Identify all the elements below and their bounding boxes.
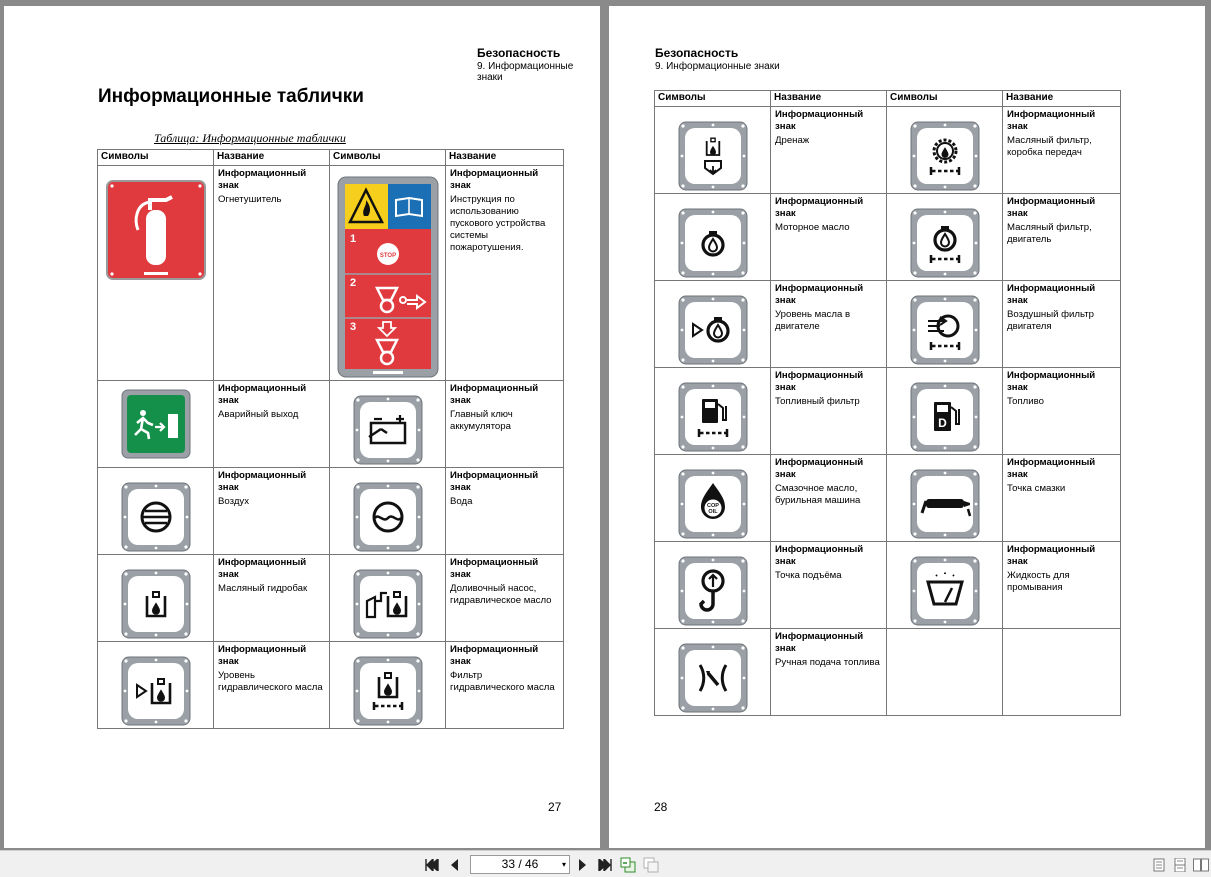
step-number: 2	[349, 277, 356, 289]
sign-kind: Информационный знак	[775, 457, 864, 480]
single-page-view-icon[interactable]	[1152, 858, 1166, 872]
symbol-cell	[98, 555, 214, 642]
name-cell	[446, 555, 564, 642]
sign-kind: Информационный знак	[450, 644, 539, 667]
gearbox-oil-filter-sign	[910, 121, 980, 191]
sign-name: Масляный фильтр, двигатель	[1007, 222, 1092, 245]
name-cell	[1003, 368, 1121, 455]
page-number-select[interactable]	[470, 855, 570, 874]
sign-kind: Информационный знак	[450, 470, 539, 493]
air-sign	[121, 482, 191, 552]
symbol-cell-empty	[887, 629, 1003, 716]
two-page-view-icon[interactable]	[1193, 858, 1209, 872]
name-cell	[771, 629, 887, 716]
water-sign	[353, 482, 423, 552]
name-cell	[1003, 455, 1121, 542]
symbol-cell	[887, 194, 1003, 281]
signs-table-left	[97, 149, 564, 729]
go-back-view-icon[interactable]	[620, 857, 636, 873]
sign-kind: Информационный знак	[1007, 196, 1096, 219]
symbol-cell	[655, 368, 771, 455]
sign-name: Вода	[450, 496, 473, 507]
name-cell	[1003, 281, 1121, 368]
first-page-icon[interactable]	[425, 859, 439, 871]
emergency-exit-sign	[121, 389, 191, 459]
sign-name: Воздушный фильтр двигателя	[1007, 309, 1094, 332]
column-header: Название	[771, 91, 887, 107]
sign-name: Аварийный выход	[218, 409, 299, 420]
sign-name: Жидкость для промывания	[1007, 570, 1070, 593]
sign-kind: Информационный знак	[218, 557, 307, 580]
table-header-row	[98, 150, 564, 166]
sign-name: Главный ключ аккумулятора	[450, 409, 513, 432]
name-cell	[214, 642, 330, 729]
sign-kind: Информационный знак	[1007, 370, 1096, 393]
hydraulic-oil-tank-sign	[121, 569, 191, 639]
sign-name: Масляный гидробак	[218, 583, 308, 594]
prev-page-icon[interactable]	[449, 859, 459, 871]
symbol-cell	[887, 281, 1003, 368]
page-header	[655, 46, 780, 72]
table-row	[655, 281, 1121, 368]
table-header-row	[655, 91, 1121, 107]
column-header: Символы	[98, 150, 214, 166]
hydraulic-oil-filter-sign	[353, 656, 423, 726]
fire-suppression-instruction-sign	[337, 176, 439, 378]
sign-kind: Информационный знак	[1007, 283, 1096, 306]
symbol-cell	[655, 194, 771, 281]
symbol-cell	[655, 629, 771, 716]
column-header: Символы	[655, 91, 771, 107]
symbol-cell	[330, 642, 446, 729]
table-row	[98, 642, 564, 729]
section-title: Безопасность	[655, 46, 739, 60]
sign-kind: Информационный знак	[218, 168, 307, 191]
cop-label: COP	[706, 503, 719, 509]
sign-name: Воздух	[218, 496, 250, 507]
symbol-cell	[98, 642, 214, 729]
symbol-cell	[98, 468, 214, 555]
grease-point-sign	[910, 469, 980, 539]
name-cell	[446, 166, 564, 381]
column-header: Название	[1003, 91, 1121, 107]
sign-name: Топливо	[1007, 396, 1044, 407]
battery-master-switch-sign	[353, 395, 423, 465]
sign-name: Огнетушитель	[218, 194, 282, 205]
name-cell	[446, 642, 564, 729]
sign-name: Точка подъёма	[775, 570, 842, 581]
name-cell	[771, 455, 887, 542]
sign-kind: Информационный знак	[450, 557, 539, 580]
name-cell	[771, 542, 887, 629]
step-number: 1	[349, 233, 356, 245]
table-row	[98, 555, 564, 642]
subsection-title: 9. Информационные знаки	[477, 61, 574, 83]
sign-name: Дренаж	[775, 135, 810, 146]
symbol-cell	[330, 166, 446, 381]
sign-kind: Информационный знак	[1007, 109, 1096, 132]
drain-sign	[678, 121, 748, 191]
sign-name: Масляный фильтр, коробка передач	[1007, 135, 1092, 158]
sign-kind: Информационный знак	[775, 370, 864, 393]
symbol-cell	[887, 107, 1003, 194]
fuel-d-label: D	[937, 416, 947, 430]
table-row	[98, 381, 564, 468]
sign-kind: Информационный знак	[775, 283, 864, 306]
viewer-toolbar	[0, 850, 1211, 877]
symbol-cell	[655, 542, 771, 629]
symbol-cell	[330, 468, 446, 555]
symbol-cell	[98, 166, 214, 381]
name-cell-empty	[1003, 629, 1121, 716]
step-number: 3	[349, 321, 356, 333]
page-number: 28	[654, 800, 668, 814]
go-forward-view-icon[interactable]	[643, 857, 659, 873]
table-caption: Таблица: Информационные таблички	[154, 131, 346, 145]
engine-oil-filter-sign	[910, 208, 980, 278]
page-header	[477, 46, 600, 83]
fuel-sign	[910, 382, 980, 452]
column-header: Символы	[887, 91, 1003, 107]
subsection-title: 9. Информационные знаки	[655, 61, 780, 72]
name-cell	[446, 381, 564, 468]
name-cell	[771, 368, 887, 455]
washer-fluid-sign	[910, 556, 980, 626]
continuous-view-icon[interactable]	[1173, 858, 1187, 872]
sign-name: Доливочный насос, гидравлическое масло	[450, 583, 552, 606]
hydraulic-oil-level-sign	[121, 656, 191, 726]
name-cell	[1003, 194, 1121, 281]
table-row	[655, 194, 1121, 281]
document-page-left	[4, 6, 600, 848]
sign-kind: Информационный знак	[775, 109, 864, 132]
signs-table-right	[654, 90, 1121, 716]
name-cell	[771, 194, 887, 281]
sign-kind: Информационный знак	[775, 544, 864, 567]
table-row	[655, 455, 1121, 542]
manual-fuel-feed-sign	[678, 643, 748, 713]
table-row	[655, 542, 1121, 629]
page-title: Информационные таблички	[98, 86, 364, 107]
document-page-right	[609, 6, 1205, 848]
name-cell	[214, 381, 330, 468]
table-row	[98, 166, 564, 381]
lifting-point-sign	[678, 556, 748, 626]
name-cell	[1003, 107, 1121, 194]
sign-kind: Информационный знак	[775, 196, 864, 219]
sign-kind: Информационный знак	[218, 470, 307, 493]
sign-name: Ручная подача топлива	[775, 657, 880, 668]
table-row	[98, 468, 564, 555]
page-indicator: 33 / 46	[501, 857, 539, 871]
sign-name: Инструкция по использованию пускового устройства системы пожаротушения.	[450, 194, 546, 253]
symbol-cell	[655, 455, 771, 542]
sign-name: Моторное масло	[775, 222, 850, 233]
sign-kind: Информационный знак	[218, 383, 307, 406]
symbol-cell	[98, 381, 214, 468]
next-page-icon[interactable]	[578, 859, 588, 871]
sign-name: Уровень гидравлического масла	[218, 670, 323, 693]
sign-kind: Информационный знак	[1007, 457, 1096, 480]
symbol-cell	[655, 281, 771, 368]
sign-kind: Информационный знак	[775, 631, 864, 654]
sign-name: Топливный фильтр	[775, 396, 860, 407]
engine-oil-sign	[678, 208, 748, 278]
symbol-cell	[655, 107, 771, 194]
oil-label: OIL	[707, 509, 718, 515]
sign-name: Точка смазки	[1007, 483, 1066, 494]
chevron-down-icon: ▾	[561, 860, 566, 869]
engine-oil-level-sign	[678, 295, 748, 365]
hydraulic-refill-pump-sign	[353, 569, 423, 639]
column-header: Название	[214, 150, 330, 166]
rock-drill-lubricating-oil-sign	[678, 469, 748, 539]
section-title: Безопасность	[477, 46, 561, 60]
sign-kind: Информационный знак	[218, 644, 307, 667]
page-number: 27	[548, 800, 562, 814]
table-row	[655, 107, 1121, 194]
symbol-cell	[330, 555, 446, 642]
sign-kind: Информационный знак	[450, 383, 539, 406]
symbol-cell	[887, 542, 1003, 629]
engine-air-filter-sign	[910, 295, 980, 365]
fuel-filter-sign	[678, 382, 748, 452]
sign-name: Уровень масла в двигателе	[775, 309, 851, 332]
last-page-icon[interactable]	[598, 859, 612, 871]
name-cell	[214, 166, 330, 381]
sign-kind: Информационный знак	[1007, 544, 1096, 567]
sign-name: Фильтр гидравлического масла	[450, 670, 555, 693]
table-row	[655, 368, 1121, 455]
stop-label: STOP	[379, 253, 396, 259]
name-cell	[771, 281, 887, 368]
sign-kind: Информационный знак	[450, 168, 539, 191]
name-cell	[446, 468, 564, 555]
column-header: Название	[446, 150, 564, 166]
sign-name: Смазочное масло, бурильная машина	[775, 483, 861, 506]
table-row	[655, 629, 1121, 716]
name-cell	[214, 555, 330, 642]
name-cell	[214, 468, 330, 555]
symbol-cell	[330, 381, 446, 468]
symbol-cell	[887, 455, 1003, 542]
fire-extinguisher-sign	[106, 180, 206, 280]
name-cell	[771, 107, 887, 194]
symbol-cell	[887, 368, 1003, 455]
column-header: Символы	[330, 150, 446, 166]
name-cell	[1003, 542, 1121, 629]
